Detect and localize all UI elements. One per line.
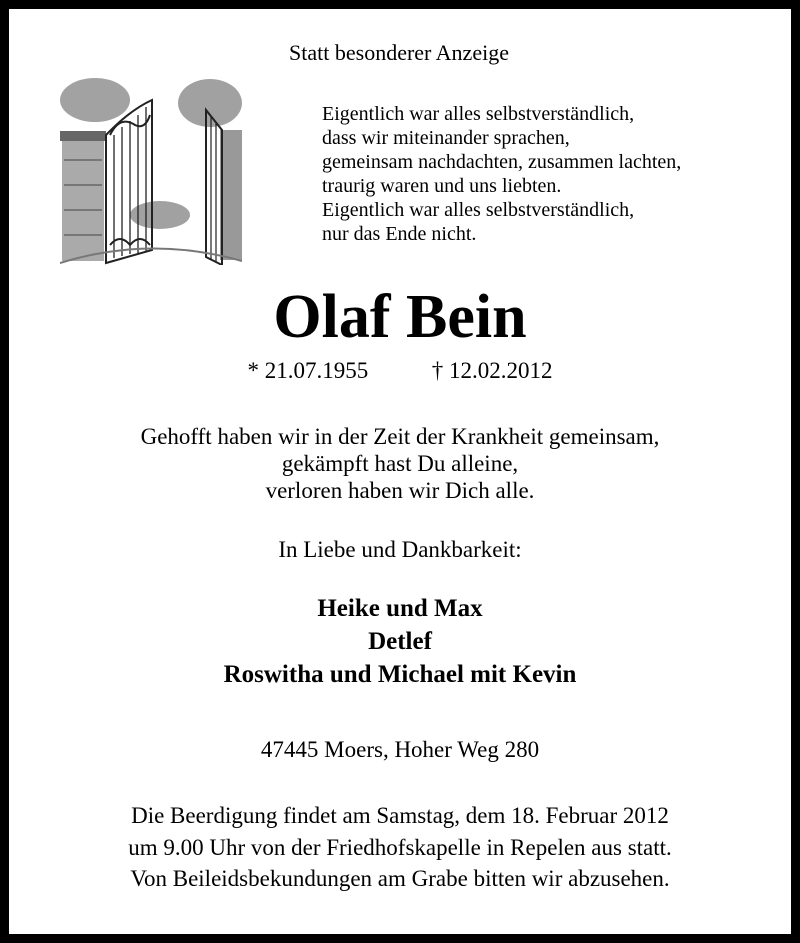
life-dates bbox=[0, 358, 800, 384]
mourners bbox=[0, 592, 800, 691]
header-text: Statt besonderer Anzeige bbox=[289, 40, 509, 65]
poem-line: dass wir miteinander sprachen, bbox=[322, 127, 570, 149]
verse bbox=[0, 423, 800, 504]
verse-line: verloren haben wir Dich alle. bbox=[265, 478, 535, 503]
address: 47445 Moers, Hoher Weg 280 bbox=[260, 737, 540, 762]
funeral-line: Die Beerdigung findet am Samstag, dem 18. Februar 2012 bbox=[131, 803, 669, 828]
mourner: Heike und Max bbox=[317, 595, 483, 622]
garden-gate-illustration bbox=[60, 75, 242, 265]
deceased-name: Olaf Bein bbox=[273, 283, 527, 351]
mourner: Roswitha und Michael mit Kevin bbox=[223, 661, 577, 688]
verse-line: Gehofft haben wir in der Zeit der Krankheit gemeinsam, bbox=[140, 424, 660, 449]
death-date: † 12.02.2012 bbox=[431, 358, 553, 383]
funeral-line: Von Beileidsbekundungen am Grabe bitten wir abzusehen. bbox=[130, 866, 670, 891]
closing-line: In Liebe und Dankbarkeit: bbox=[278, 537, 522, 562]
poem-line: gemeinsam nachdachten, zusammen lachten, bbox=[322, 151, 682, 173]
funeral-info bbox=[0, 800, 800, 895]
poem-line: traurig waren und uns liebten. bbox=[322, 175, 562, 197]
verse-line: gekämpft hast Du alleine, bbox=[281, 451, 519, 476]
poem-line: nur das Ende nicht. bbox=[322, 223, 477, 245]
poem bbox=[322, 102, 681, 246]
poem-line: Eigentlich war alles selbstverständlich, bbox=[322, 103, 635, 125]
birth-date: * 21.07.1955 bbox=[247, 358, 369, 383]
funeral-line: um 9.00 Uhr von der Friedhofskapelle in Repelen aus statt. bbox=[128, 834, 672, 860]
mourner: Detlef bbox=[368, 628, 432, 655]
poem-line: Eigentlich war alles selbstverständlich, bbox=[322, 199, 635, 221]
